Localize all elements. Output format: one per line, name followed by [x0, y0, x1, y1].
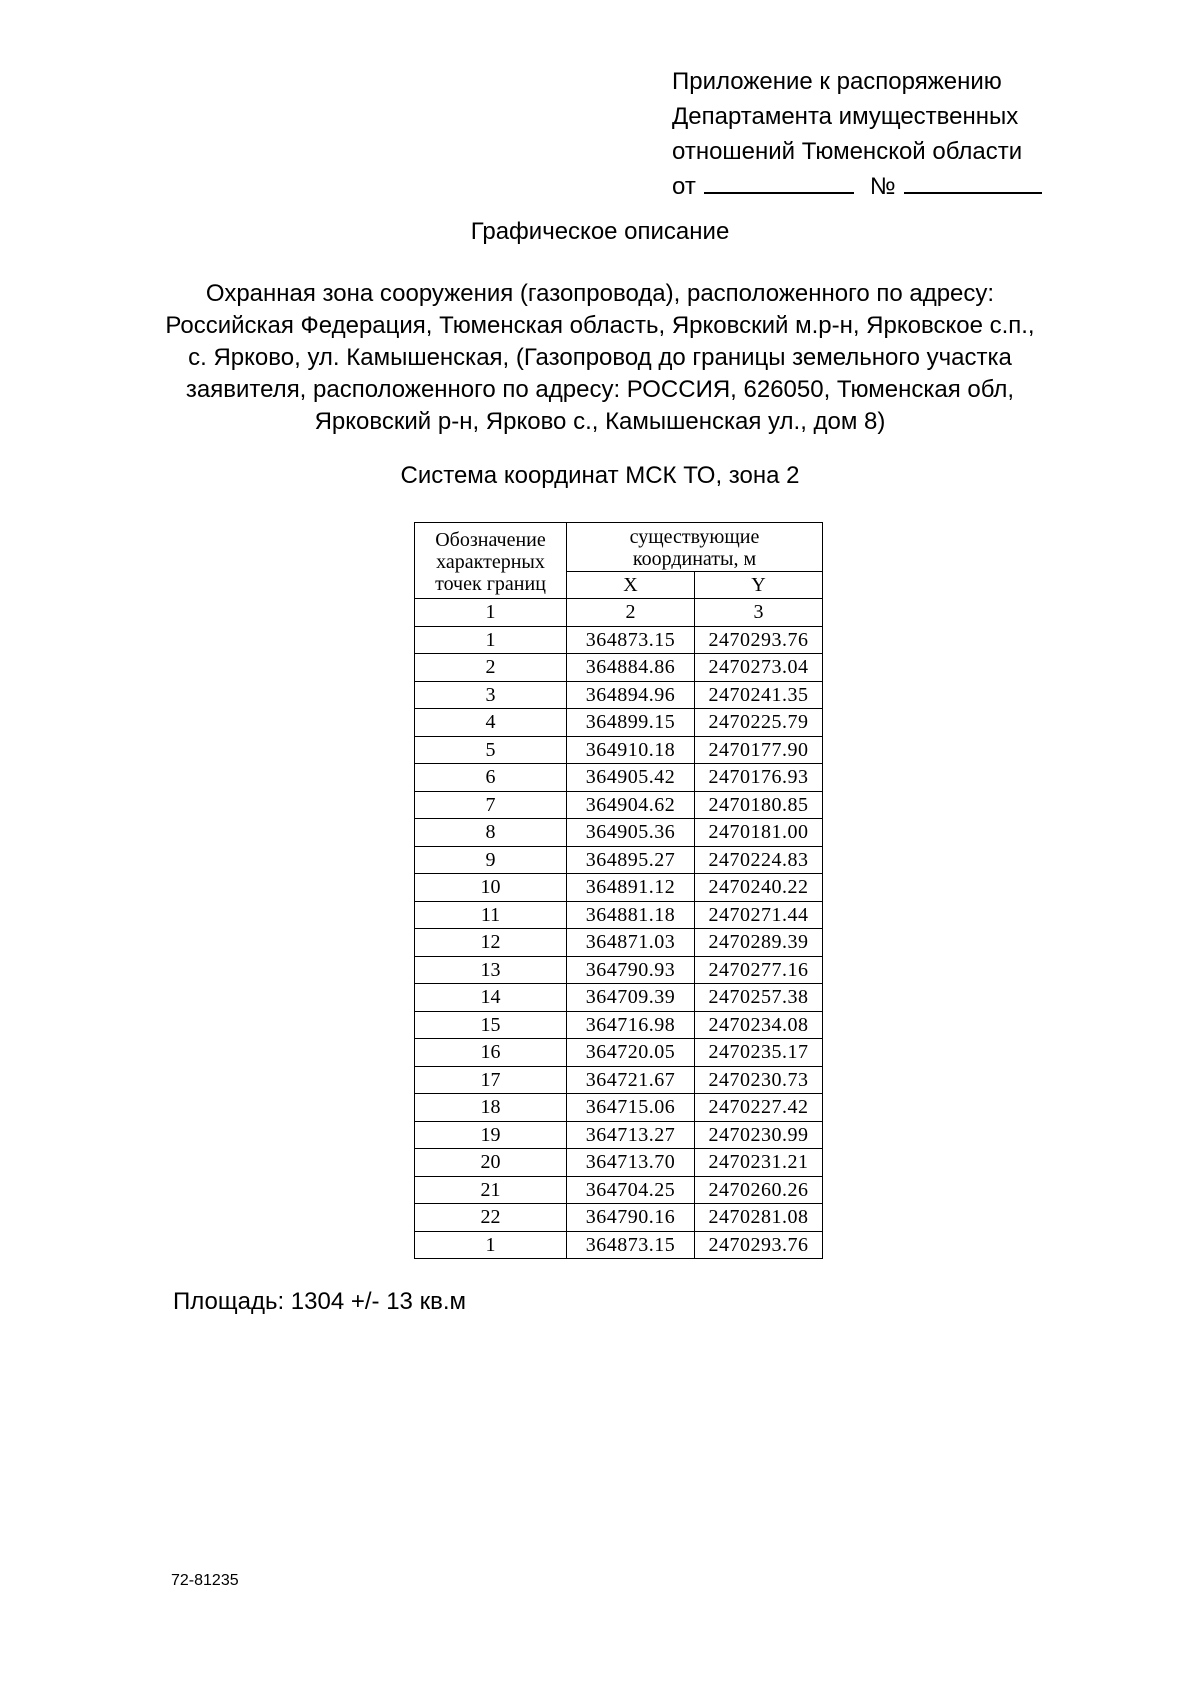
point-number-cell: 1 — [415, 1231, 567, 1259]
y-coordinate-cell: 2470180.85 — [695, 791, 823, 819]
x-coordinate-cell: 364713.27 — [567, 1121, 695, 1149]
x-coordinate-cell: 364884.86 — [567, 654, 695, 682]
table-row — [415, 1176, 823, 1204]
y-coordinate-cell: 2470257.38 — [695, 984, 823, 1012]
y-header: Y — [695, 572, 823, 599]
point-number-cell: 10 — [415, 874, 567, 902]
x-coordinate-cell: 364905.36 — [567, 819, 695, 847]
x-coordinate-cell: 364704.25 — [567, 1176, 695, 1204]
point-number-cell: 11 — [415, 901, 567, 929]
table-row — [415, 901, 823, 929]
y-coordinate-cell: 2470235.17 — [695, 1039, 823, 1067]
x-coordinate-cell: 364871.03 — [567, 929, 695, 957]
table-header-row — [415, 523, 823, 572]
x-coordinate-cell: 364905.42 — [567, 764, 695, 792]
table-row — [415, 846, 823, 874]
x-coordinate-cell: 364891.12 — [567, 874, 695, 902]
point-number-cell: 5 — [415, 736, 567, 764]
table-row — [415, 956, 823, 984]
document-title: Графическое описание — [470, 218, 730, 245]
point-number-cell: 17 — [415, 1066, 567, 1094]
point-number-cell: 16 — [415, 1039, 567, 1067]
column-number: 3 — [695, 599, 823, 627]
table-row — [415, 654, 823, 682]
table-row — [415, 736, 823, 764]
x-coordinate-cell: 364790.16 — [567, 1204, 695, 1232]
existing-coordinates-header — [567, 523, 823, 572]
coordinate-system-label: Система координат МСК ТО, зона 2 — [400, 462, 800, 489]
annex-date-number-line — [672, 169, 1042, 204]
x-coordinate-cell: 364790.93 — [567, 956, 695, 984]
header-text: Обозначение — [435, 528, 546, 551]
description-line-3: с. Ярково, ул. Камышенская, (Газопровод до границы земельного участка — [188, 344, 1012, 371]
y-coordinate-cell: 2470293.76 — [695, 626, 823, 654]
x-coordinate-cell: 364910.18 — [567, 736, 695, 764]
y-coordinate-cell: 2470273.04 — [695, 654, 823, 682]
table-row — [415, 1121, 823, 1149]
x-coordinate-cell: 364720.05 — [567, 1039, 695, 1067]
point-number-cell: 14 — [415, 984, 567, 1012]
y-coordinate-cell: 2470177.90 — [695, 736, 823, 764]
point-number-cell: 7 — [415, 791, 567, 819]
x-coordinate-cell: 364716.98 — [567, 1011, 695, 1039]
table-row — [415, 1039, 823, 1067]
point-number-cell: 6 — [415, 764, 567, 792]
point-number-cell: 8 — [415, 819, 567, 847]
point-number-cell: 9 — [415, 846, 567, 874]
y-coordinate-cell: 2470240.22 — [695, 874, 823, 902]
point-number-cell: 22 — [415, 1204, 567, 1232]
from-label: от — [672, 173, 696, 200]
table-row — [415, 1066, 823, 1094]
x-coordinate-cell: 364895.27 — [567, 846, 695, 874]
table-row — [415, 819, 823, 847]
protection-zone-description — [150, 278, 1050, 438]
y-coordinate-cell: 2470176.93 — [695, 764, 823, 792]
y-coordinate-cell: 2470234.08 — [695, 1011, 823, 1039]
area-value: Площадь: 1304 +/- 13 кв.м — [173, 1288, 466, 1315]
annex-header — [672, 64, 1042, 204]
x-coordinate-cell: 364894.96 — [567, 681, 695, 709]
annex-line-1: Приложение к распоряжению — [672, 68, 1002, 95]
y-coordinate-cell: 2470260.26 — [695, 1176, 823, 1204]
point-number-cell: 13 — [415, 956, 567, 984]
table-row — [415, 1094, 823, 1122]
y-coordinate-cell: 2470281.08 — [695, 1204, 823, 1232]
description-line-5: Ярковский р-н, Ярково с., Камышенская ул., дом 8) — [314, 408, 886, 435]
y-coordinate-cell: 2470224.83 — [695, 846, 823, 874]
column-number: 2 — [567, 599, 695, 627]
x-coordinate-cell: 364713.70 — [567, 1149, 695, 1177]
y-coordinate-cell: 2470231.21 — [695, 1149, 823, 1177]
x-header: X — [567, 572, 695, 599]
table-row — [415, 874, 823, 902]
column-number-row — [415, 599, 823, 627]
y-coordinate-cell: 2470277.16 — [695, 956, 823, 984]
y-coordinate-cell: 2470230.73 — [695, 1066, 823, 1094]
annex-line-3: отношений Тюменской области — [672, 138, 1023, 165]
point-number-cell: 15 — [415, 1011, 567, 1039]
number-label: № — [869, 173, 896, 200]
x-coordinate-cell: 364899.15 — [567, 709, 695, 737]
point-number-cell: 20 — [415, 1149, 567, 1177]
coordinates-table — [414, 522, 823, 1259]
table-row — [415, 1231, 823, 1259]
point-number-cell: 2 — [415, 654, 567, 682]
point-number-cell: 4 — [415, 709, 567, 737]
table-row — [415, 984, 823, 1012]
table-row — [415, 1149, 823, 1177]
x-coordinate-cell: 364881.18 — [567, 901, 695, 929]
point-number-cell: 21 — [415, 1176, 567, 1204]
header-text: координаты, м — [632, 548, 757, 570]
description-line-4: заявителя, расположенного по адресу: РОССИЯ, 626050, Тюменская обл, — [185, 376, 1015, 403]
point-number-cell: 18 — [415, 1094, 567, 1122]
table-row — [415, 709, 823, 737]
y-coordinate-cell: 2470225.79 — [695, 709, 823, 737]
y-coordinate-cell: 2470230.99 — [695, 1121, 823, 1149]
table-row — [415, 929, 823, 957]
point-number-cell: 3 — [415, 681, 567, 709]
point-number-cell: 19 — [415, 1121, 567, 1149]
table-row — [415, 1011, 823, 1039]
date-blank — [704, 170, 854, 194]
point-designation-header — [415, 523, 567, 599]
x-coordinate-cell: 364715.06 — [567, 1094, 695, 1122]
y-coordinate-cell: 2470241.35 — [695, 681, 823, 709]
x-coordinate-cell: 364904.62 — [567, 791, 695, 819]
x-coordinate-cell: 364873.15 — [567, 1231, 695, 1259]
x-coordinate-cell: 364709.39 — [567, 984, 695, 1012]
header-text: точек границ — [435, 572, 546, 595]
x-coordinate-cell: 364873.15 — [567, 626, 695, 654]
number-blank — [904, 170, 1042, 194]
table-row — [415, 681, 823, 709]
description-line-2: Российская Федерация, Тюменская область, Ярковский м.р-н, Ярковское с.п., — [165, 312, 1035, 339]
header-text: существующие — [629, 526, 760, 548]
annex-line-2: Департамента имущественных — [672, 103, 1019, 130]
point-number-cell: 12 — [415, 929, 567, 957]
point-number-cell: 1 — [415, 626, 567, 654]
y-coordinate-cell: 2470181.00 — [695, 819, 823, 847]
description-line-1: Охранная зона сооружения (газопровода), расположенного по адресу: — [205, 280, 995, 307]
y-coordinate-cell: 2470293.76 — [695, 1231, 823, 1259]
table-row — [415, 764, 823, 792]
column-number: 1 — [415, 599, 567, 627]
y-coordinate-cell: 2470289.39 — [695, 929, 823, 957]
x-coordinate-cell: 364721.67 — [567, 1066, 695, 1094]
document-number: 72-81235 — [171, 1572, 239, 1589]
table-row — [415, 626, 823, 654]
table-row — [415, 791, 823, 819]
y-coordinate-cell: 2470227.42 — [695, 1094, 823, 1122]
y-coordinate-cell: 2470271.44 — [695, 901, 823, 929]
table-row — [415, 1204, 823, 1232]
header-text: характерных — [436, 550, 545, 573]
